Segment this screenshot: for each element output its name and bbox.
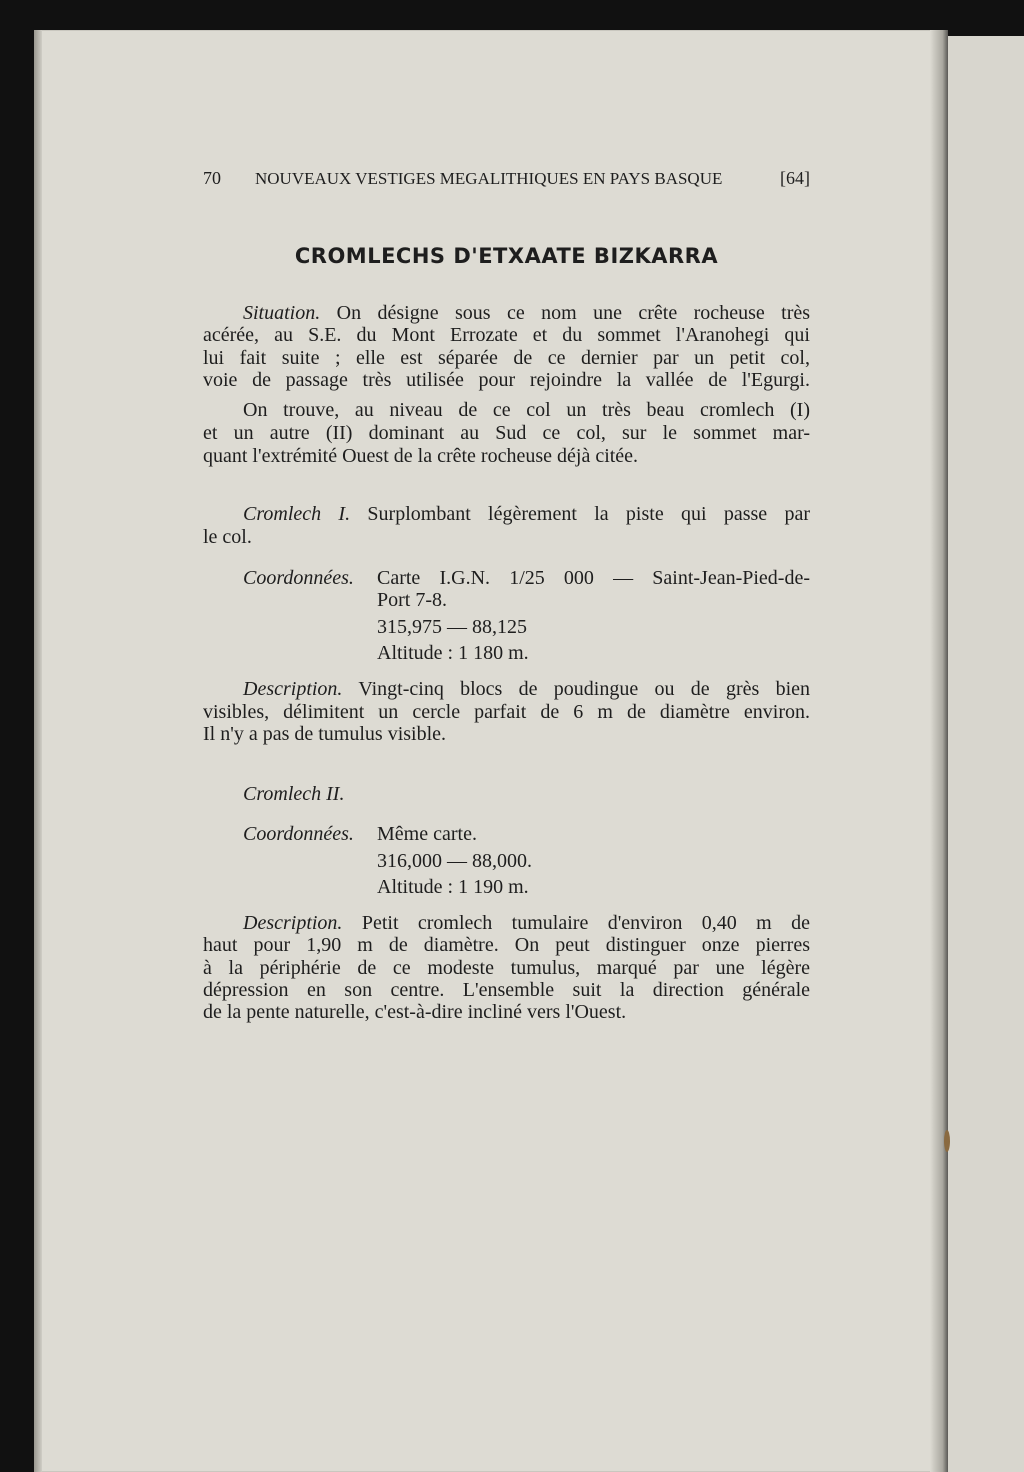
description-label: Description. bbox=[243, 678, 343, 700]
running-header bbox=[203, 168, 810, 189]
facing-page-edge bbox=[948, 36, 1024, 1472]
bracket-page-number: [64] bbox=[780, 168, 810, 188]
situation-label: Situation. bbox=[243, 302, 321, 324]
paragraph-line bbox=[243, 677, 810, 701]
coord-line: 315,975 — 88,125 bbox=[377, 616, 527, 638]
paragraph-line: à la périphérie de ce modeste tumulus, marqué par une légère bbox=[203, 957, 810, 979]
paragraph-line: quant l'extrémité Ouest de la crête rocheuse déjà citée. bbox=[203, 445, 639, 467]
paragraph-line: lui fait suite ; elle est séparée de ce dernier par un petit col, bbox=[203, 347, 810, 369]
coord-line: Altitude : 1 180 m. bbox=[377, 642, 529, 664]
paragraph-line: visibles, délimitent un cercle parfait de 6 m de diamètre environ. bbox=[203, 701, 810, 723]
paragraph-line bbox=[243, 301, 810, 325]
paragraph-line bbox=[243, 911, 810, 935]
paragraph-line: acérée, au S.E. du Mont Errozate et du sommet l'Aranohegi qui bbox=[203, 324, 810, 346]
book-gutter bbox=[930, 30, 948, 1472]
paragraph-line: haut pour 1,90 m de diamètre. On peut distinguer onze pierres bbox=[203, 934, 810, 956]
page-number: 70 bbox=[203, 168, 221, 188]
coord-label-text: Coordonnées. bbox=[243, 823, 354, 845]
coord-line: 316,000 — 88,000. bbox=[377, 850, 532, 872]
line-text: Surplombant légèrement la piste qui passe par bbox=[367, 503, 811, 525]
paragraph-line: Il n'y a pas de tumulus visible. bbox=[203, 723, 447, 745]
paragraph-line: le col. bbox=[203, 526, 252, 548]
paragraph-line: de la pente naturelle, c'est-à-dire incliné vers l'Ouest. bbox=[203, 1001, 627, 1023]
paragraph-line: voie de passage très utilisée pour rejoindre la vallée de l'Egurgi. bbox=[203, 369, 810, 391]
coord-line: Même carte. bbox=[377, 823, 477, 845]
coord-label bbox=[243, 566, 354, 590]
cromlech2-label bbox=[243, 782, 344, 806]
paragraph-line: et un autre (II) dominant au Sud ce col, sur le sommet mar- bbox=[203, 422, 810, 444]
coord-label bbox=[243, 822, 354, 846]
running-title: NOUVEAUX VESTIGES MEGALITHIQUES EN PAYS BASQUE bbox=[255, 169, 723, 188]
line-text: Petit cromlech tumulaire d'environ 0,40 m de bbox=[361, 912, 810, 934]
section-title: CROMLECHS D'ETXAATE BIZKARRA bbox=[294, 244, 719, 268]
paragraph-line bbox=[243, 502, 810, 526]
coord-line: Port 7-8. bbox=[377, 589, 447, 611]
coord-line: Carte I.G.N. 1/25 000 — Saint-Jean-Pied-de- bbox=[377, 567, 810, 589]
coord-label-text: Coordonnées. bbox=[243, 567, 354, 589]
line-text: Vingt-cinq blocs de poudingue ou de grès bien bbox=[358, 678, 811, 700]
paragraph-line: On trouve, au niveau de ce col un très beau cromlech (I) bbox=[243, 399, 810, 421]
cromlech2-label-text: Cromlech II. bbox=[243, 783, 345, 805]
paper-stain bbox=[944, 1130, 950, 1152]
paragraph-line: dépression en son centre. L'ensemble suit la direction générale bbox=[203, 979, 810, 1001]
line-text: On désigne sous ce nom une crête rocheuse très bbox=[336, 302, 811, 324]
description-label: Description. bbox=[243, 912, 343, 934]
coord-line: Altitude : 1 190 m. bbox=[377, 876, 529, 898]
cromlech1-label: Cromlech I. bbox=[243, 503, 351, 525]
page-edge bbox=[34, 30, 42, 1472]
